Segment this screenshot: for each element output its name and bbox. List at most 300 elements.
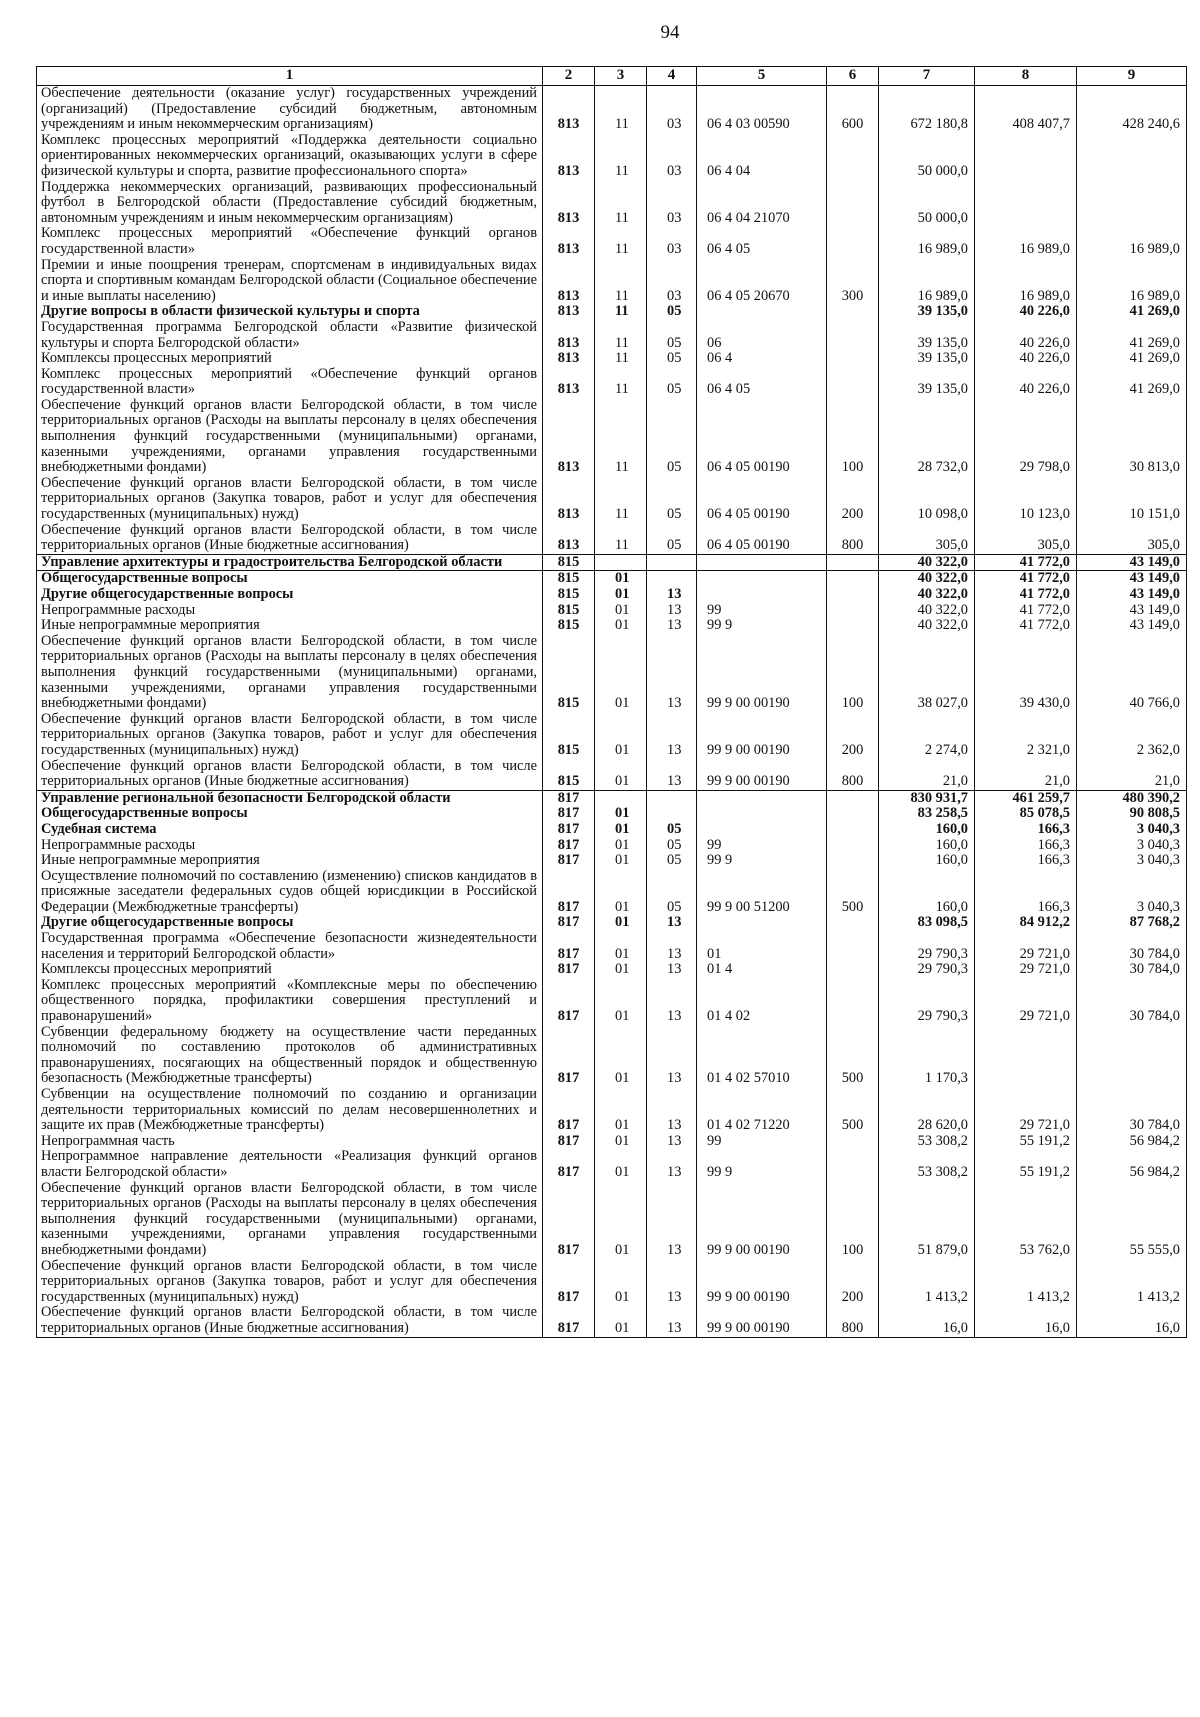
- amount-year-3: 55 555,0: [1077, 1181, 1187, 1259]
- department-code: 817: [543, 931, 595, 962]
- table-row: [37, 618, 1187, 634]
- section-code: [595, 790, 647, 806]
- amount-year-1: 40 322,0: [879, 587, 975, 603]
- amount-year-1: 10 098,0: [879, 476, 975, 523]
- section-code: 01: [595, 853, 647, 869]
- expense-type-code: [827, 1149, 879, 1180]
- amount-year-3: 3 040,3: [1077, 822, 1187, 838]
- section-code: 01: [595, 634, 647, 712]
- department-code: 813: [543, 476, 595, 523]
- table-row: [37, 133, 1187, 180]
- table-row: [37, 1149, 1187, 1180]
- department-code: 815: [543, 634, 595, 712]
- table-row: [37, 86, 1187, 133]
- amount-year-3: 16,0: [1077, 1305, 1187, 1337]
- row-name: Обеспечение функций органов власти Белгородской области, в том числе территориальных органов (Расходы на выплаты персоналу в целях обеспечения выполнения функций государственными (муниципальными) органами, казенными учреждениями, органами управления государственными внебюджетными фондами): [37, 398, 543, 476]
- subsection-code: 05: [647, 838, 697, 854]
- row-name: Обеспечение деятельности (оказание услуг) государственных учреждений (организаций) (Предоставление субсидий бюджетным, автономным учреждениям и иным некоммерческим организациям): [37, 86, 543, 133]
- expense-type-code: [827, 351, 879, 367]
- amount-year-2: 84 912,2: [975, 915, 1077, 931]
- amount-year-2: 55 191,2: [975, 1134, 1077, 1150]
- amount-year-3: [1077, 133, 1187, 180]
- amount-year-3: 41 269,0: [1077, 320, 1187, 351]
- subsection-code: 03: [647, 180, 697, 227]
- subsection-code: 13: [647, 1025, 697, 1087]
- row-name: Непрограммное направление деятельности «Реализация функций органов власти Белгородской области»: [37, 1149, 543, 1180]
- section-code: 11: [595, 258, 647, 305]
- amount-year-2: 85 078,5: [975, 806, 1077, 822]
- department-code: 813: [543, 226, 595, 257]
- section-code: 11: [595, 351, 647, 367]
- target-article-code: 06 4 04 21070: [697, 180, 827, 227]
- target-article-code: [697, 790, 827, 806]
- target-article-code: 99 9: [697, 618, 827, 634]
- target-article-code: 99 9: [697, 853, 827, 869]
- subsection-code: 03: [647, 226, 697, 257]
- department-code: 817: [543, 806, 595, 822]
- subsection-code: 13: [647, 712, 697, 759]
- amount-year-2: 408 407,7: [975, 86, 1077, 133]
- section-code: 01: [595, 1025, 647, 1087]
- amount-year-2: 21,0: [975, 759, 1077, 791]
- row-name: Комплекс процессных мероприятий «Обеспечение функций органов государственной власти»: [37, 226, 543, 257]
- expense-type-code: [827, 915, 879, 931]
- table-row: [37, 915, 1187, 931]
- row-name: Другие вопросы в области физической культуры и спорта: [37, 304, 543, 320]
- row-name: Премии и иные поощрения тренерам, спортсменам в индивидуальных видах спорта и спортивным командам Белгородской области (Социальное обеспечение и иные выплаты населению): [37, 258, 543, 305]
- department-code: 815: [543, 618, 595, 634]
- expense-type-code: 100: [827, 1181, 879, 1259]
- amount-year-1: 672 180,8: [879, 86, 975, 133]
- amount-year-3: 2 362,0: [1077, 712, 1187, 759]
- amount-year-2: 53 762,0: [975, 1181, 1077, 1259]
- target-article-code: [697, 304, 827, 320]
- target-article-code: [697, 571, 827, 587]
- amount-year-2: 166,3: [975, 838, 1077, 854]
- subsection-code: 13: [647, 915, 697, 931]
- expense-type-code: 800: [827, 759, 879, 791]
- expense-type-code: [827, 618, 879, 634]
- target-article-code: [697, 822, 827, 838]
- row-name: Комплексы процессных мероприятий: [37, 351, 543, 367]
- amount-year-2: 16 989,0: [975, 258, 1077, 305]
- amount-year-3: 43 149,0: [1077, 618, 1187, 634]
- amount-year-2: 41 772,0: [975, 587, 1077, 603]
- amount-year-3: 41 269,0: [1077, 304, 1187, 320]
- target-article-code: 06 4 05 00190: [697, 523, 827, 555]
- expense-type-code: 500: [827, 869, 879, 916]
- amount-year-2: [975, 133, 1077, 180]
- section-code: 01: [595, 822, 647, 838]
- subsection-code: [647, 790, 697, 806]
- row-name: Субвенции федеральному бюджету на осуществление части переданных полномочий по составлению протоколов об административных правонарушениях, посягающих на общественный порядок и общественную безопасность (Межбюджетные трансферты): [37, 1025, 543, 1087]
- amount-year-3: 305,0: [1077, 523, 1187, 555]
- target-article-code: 99 9 00 00190: [697, 634, 827, 712]
- amount-year-1: 160,0: [879, 822, 975, 838]
- amount-year-2: 29 721,0: [975, 962, 1077, 978]
- amount-year-2: 40 226,0: [975, 320, 1077, 351]
- row-name: Осуществление полномочий по составлению (изменению) списков кандидатов в присяжные заседатели федеральных судов общей юрисдикции в Российской Федерации (Межбюджетные трансферты): [37, 869, 543, 916]
- column-header: 2: [543, 67, 595, 86]
- subsection-code: 03: [647, 258, 697, 305]
- column-header: 7: [879, 67, 975, 86]
- section-code: 01: [595, 869, 647, 916]
- amount-year-1: 830 931,7: [879, 790, 975, 806]
- amount-year-1: 53 308,2: [879, 1149, 975, 1180]
- subsection-code: 13: [647, 962, 697, 978]
- amount-year-2: 10 123,0: [975, 476, 1077, 523]
- amount-year-3: 41 269,0: [1077, 367, 1187, 398]
- table-row: [37, 367, 1187, 398]
- subsection-code: 05: [647, 523, 697, 555]
- section-code: 11: [595, 180, 647, 227]
- department-code: 817: [543, 790, 595, 806]
- department-code: 817: [543, 1134, 595, 1150]
- expense-type-code: 100: [827, 398, 879, 476]
- target-article-code: [697, 915, 827, 931]
- table-row: [37, 587, 1187, 603]
- column-header: 1: [37, 67, 543, 86]
- target-article-code: 99 9 00 00190: [697, 759, 827, 791]
- section-code: 01: [595, 1259, 647, 1306]
- section-code: 11: [595, 398, 647, 476]
- expense-type-code: [827, 133, 879, 180]
- department-code: 813: [543, 180, 595, 227]
- amount-year-3: 40 766,0: [1077, 634, 1187, 712]
- amount-year-1: 21,0: [879, 759, 975, 791]
- department-code: 817: [543, 1181, 595, 1259]
- section-code: 01: [595, 1149, 647, 1180]
- amount-year-1: 50 000,0: [879, 180, 975, 227]
- amount-year-3: 16 989,0: [1077, 226, 1187, 257]
- table-row: [37, 180, 1187, 227]
- amount-year-1: 28 620,0: [879, 1087, 975, 1134]
- section-code: 01: [595, 1087, 647, 1134]
- section-code: 01: [595, 571, 647, 587]
- column-header: 5: [697, 67, 827, 86]
- department-code: 817: [543, 978, 595, 1025]
- amount-year-2: 41 772,0: [975, 618, 1077, 634]
- subsection-code: 13: [647, 1087, 697, 1134]
- table-row: [37, 931, 1187, 962]
- amount-year-3: 3 040,3: [1077, 869, 1187, 916]
- table-row: [37, 1134, 1187, 1150]
- subsection-code: 13: [647, 1134, 697, 1150]
- amount-year-1: 40 322,0: [879, 618, 975, 634]
- expense-type-code: [827, 1134, 879, 1150]
- department-code: 813: [543, 523, 595, 555]
- row-name: Комплекс процессных мероприятий «Обеспечение функций органов государственной власти»: [37, 367, 543, 398]
- table-row: [37, 1259, 1187, 1306]
- table-row: [37, 790, 1187, 806]
- amount-year-3: [1077, 180, 1187, 227]
- department-code: 817: [543, 869, 595, 916]
- amount-year-1: 50 000,0: [879, 133, 975, 180]
- subsection-code: 13: [647, 603, 697, 619]
- row-name: Непрограммные расходы: [37, 603, 543, 619]
- row-name: Управление архитектуры и градостроительства Белгородской области: [37, 554, 543, 571]
- expense-type-code: [827, 304, 879, 320]
- department-code: 817: [543, 838, 595, 854]
- expense-type-code: 100: [827, 634, 879, 712]
- amount-year-2: 29 798,0: [975, 398, 1077, 476]
- amount-year-2: [975, 1025, 1077, 1087]
- amount-year-1: 51 879,0: [879, 1181, 975, 1259]
- amount-year-3: 30 813,0: [1077, 398, 1187, 476]
- section-code: 01: [595, 915, 647, 931]
- target-article-code: 99: [697, 838, 827, 854]
- target-article-code: 06 4 05: [697, 226, 827, 257]
- target-article-code: 99 9: [697, 1149, 827, 1180]
- amount-year-1: 40 322,0: [879, 571, 975, 587]
- amount-year-3: 3 040,3: [1077, 838, 1187, 854]
- section-code: 11: [595, 476, 647, 523]
- expense-type-code: [827, 587, 879, 603]
- expense-type-code: 300: [827, 258, 879, 305]
- section-code: 11: [595, 304, 647, 320]
- subsection-code: 05: [647, 304, 697, 320]
- expense-type-code: 200: [827, 712, 879, 759]
- department-code: 817: [543, 1149, 595, 1180]
- amount-year-3: [1077, 1025, 1187, 1087]
- target-article-code: 01: [697, 931, 827, 962]
- department-code: 817: [543, 1025, 595, 1087]
- amount-year-1: 83 098,5: [879, 915, 975, 931]
- amount-year-2: 166,3: [975, 853, 1077, 869]
- department-code: 817: [543, 1259, 595, 1306]
- target-article-code: 06 4 05: [697, 367, 827, 398]
- table-row: [37, 304, 1187, 320]
- table-row: [37, 869, 1187, 916]
- section-code: 01: [595, 1134, 647, 1150]
- target-article-code: [697, 806, 827, 822]
- table-row: [37, 634, 1187, 712]
- amount-year-2: 55 191,2: [975, 1149, 1077, 1180]
- row-name: Непрограммные расходы: [37, 838, 543, 854]
- row-name: Судебная система: [37, 822, 543, 838]
- section-code: 11: [595, 367, 647, 398]
- target-article-code: 01 4 02 57010: [697, 1025, 827, 1087]
- amount-year-1: 160,0: [879, 853, 975, 869]
- subsection-code: 05: [647, 853, 697, 869]
- target-article-code: 99 9 00 00190: [697, 712, 827, 759]
- expense-type-code: [827, 931, 879, 962]
- amount-year-1: 38 027,0: [879, 634, 975, 712]
- subsection-code: 13: [647, 634, 697, 712]
- subsection-code: 13: [647, 931, 697, 962]
- amount-year-1: 16 989,0: [879, 226, 975, 257]
- amount-year-1: 53 308,2: [879, 1134, 975, 1150]
- subsection-code: 13: [647, 1149, 697, 1180]
- section-code: 01: [595, 978, 647, 1025]
- row-name: Комплекс процессных мероприятий «Комплексные меры по обеспечению общественного порядка, профилактики совершения преступлений и правонарушений»: [37, 978, 543, 1025]
- expense-type-code: [827, 806, 879, 822]
- amount-year-3: 43 149,0: [1077, 587, 1187, 603]
- row-name: Государственная программа Белгородской области «Развитие физической культуры и спорта Белгородской области»: [37, 320, 543, 351]
- section-code: 01: [595, 618, 647, 634]
- expense-type-code: [827, 554, 879, 571]
- column-header: 6: [827, 67, 879, 86]
- section-code: [595, 554, 647, 571]
- amount-year-3: 87 768,2: [1077, 915, 1187, 931]
- amount-year-3: 428 240,6: [1077, 86, 1187, 133]
- department-code: 817: [543, 822, 595, 838]
- amount-year-1: 39 135,0: [879, 367, 975, 398]
- amount-year-2: 40 226,0: [975, 351, 1077, 367]
- amount-year-1: 40 322,0: [879, 603, 975, 619]
- department-code: 815: [543, 712, 595, 759]
- amount-year-2: 39 430,0: [975, 634, 1077, 712]
- table-row: [37, 759, 1187, 791]
- table-row: [37, 822, 1187, 838]
- target-article-code: 01 4: [697, 962, 827, 978]
- table-row: [37, 226, 1187, 257]
- table-row: [37, 398, 1187, 476]
- amount-year-2: 41 772,0: [975, 571, 1077, 587]
- target-article-code: 06: [697, 320, 827, 351]
- table-row: [37, 554, 1187, 571]
- expense-type-code: [827, 838, 879, 854]
- subsection-code: 13: [647, 587, 697, 603]
- expense-type-code: [827, 790, 879, 806]
- expense-type-code: [827, 571, 879, 587]
- amount-year-1: 39 135,0: [879, 351, 975, 367]
- amount-year-2: 29 721,0: [975, 978, 1077, 1025]
- amount-year-2: 29 721,0: [975, 1087, 1077, 1134]
- table-row: [37, 320, 1187, 351]
- section-code: 01: [595, 759, 647, 791]
- header-row: [37, 67, 1187, 86]
- expense-type-code: [827, 367, 879, 398]
- target-article-code: 06 4 03 00590: [697, 86, 827, 133]
- amount-year-3: 56 984,2: [1077, 1134, 1187, 1150]
- page-number: 94: [660, 22, 680, 43]
- subsection-code: 13: [647, 1259, 697, 1306]
- table-row: [37, 1025, 1187, 1087]
- row-name: Субвенции на осуществление полномочий по созданию и организации деятельности территориальных комиссий по делам несовершеннолетних и защите их прав (Межбюджетные трансферты): [37, 1087, 543, 1134]
- subsection-code: 13: [647, 759, 697, 791]
- table-row: [37, 351, 1187, 367]
- subsection-code: 13: [647, 1181, 697, 1259]
- section-code: 01: [595, 1181, 647, 1259]
- expense-type-code: [827, 320, 879, 351]
- department-code: 813: [543, 320, 595, 351]
- amount-year-2: [975, 180, 1077, 227]
- section-code: 01: [595, 806, 647, 822]
- amount-year-1: 1 413,2: [879, 1259, 975, 1306]
- row-name: Непрограммная часть: [37, 1134, 543, 1150]
- expense-type-code: 200: [827, 476, 879, 523]
- target-article-code: 01 4 02: [697, 978, 827, 1025]
- subsection-code: 05: [647, 351, 697, 367]
- amount-year-2: 41 772,0: [975, 554, 1077, 571]
- amount-year-3: 3 040,3: [1077, 853, 1187, 869]
- subsection-code: 13: [647, 978, 697, 1025]
- amount-year-3: 21,0: [1077, 759, 1187, 791]
- amount-year-3: 56 984,2: [1077, 1149, 1187, 1180]
- amount-year-2: 29 721,0: [975, 931, 1077, 962]
- row-name: Обеспечение функций органов власти Белгородской области, в том числе территориальных органов (Закупка товаров, работ и услуг для обеспечения государственных (муниципальных) нужд): [37, 1259, 543, 1306]
- row-name: Общегосударственные вопросы: [37, 571, 543, 587]
- expense-type-code: 600: [827, 86, 879, 133]
- amount-year-1: 29 790,3: [879, 931, 975, 962]
- target-article-code: [697, 587, 827, 603]
- expense-type-code: [827, 962, 879, 978]
- column-header: 9: [1077, 67, 1187, 86]
- expense-type-code: [827, 853, 879, 869]
- amount-year-1: 305,0: [879, 523, 975, 555]
- target-article-code: 99: [697, 1134, 827, 1150]
- subsection-code: 05: [647, 869, 697, 916]
- amount-year-2: 305,0: [975, 523, 1077, 555]
- amount-year-3: 43 149,0: [1077, 554, 1187, 571]
- amount-year-2: 2 321,0: [975, 712, 1077, 759]
- amount-year-2: 461 259,7: [975, 790, 1077, 806]
- department-code: 813: [543, 258, 595, 305]
- column-header: 4: [647, 67, 697, 86]
- section-code: 11: [595, 226, 647, 257]
- amount-year-1: 16 989,0: [879, 258, 975, 305]
- table-row: [37, 258, 1187, 305]
- row-name: Обеспечение функций органов власти Белгородской области, в том числе территориальных органов (Иные бюджетные ассигнования): [37, 759, 543, 791]
- row-name: Обеспечение функций органов власти Белгородской области, в том числе территориальных органов (Расходы на выплаты персоналу в целях обеспечения выполнения функций государственными (муниципальными) органами, казенными учреждениями, органами управления государственными внебюджетными фондами): [37, 1181, 543, 1259]
- target-article-code: 99 9 00 00190: [697, 1181, 827, 1259]
- amount-year-2: 16,0: [975, 1305, 1077, 1337]
- amount-year-3: 480 390,2: [1077, 790, 1187, 806]
- table-row: [37, 571, 1187, 587]
- department-code: 813: [543, 133, 595, 180]
- subsection-code: 13: [647, 618, 697, 634]
- expense-type-code: [827, 822, 879, 838]
- expense-type-code: [827, 603, 879, 619]
- table-row: [37, 806, 1187, 822]
- target-article-code: 06 4 05 00190: [697, 398, 827, 476]
- subsection-code: 03: [647, 133, 697, 180]
- department-code: 813: [543, 367, 595, 398]
- amount-year-1: 2 274,0: [879, 712, 975, 759]
- target-article-code: 06 4 04: [697, 133, 827, 180]
- row-name: Общегосударственные вопросы: [37, 806, 543, 822]
- department-code: 813: [543, 351, 595, 367]
- amount-year-2: 16 989,0: [975, 226, 1077, 257]
- section-code: 01: [595, 931, 647, 962]
- section-code: 01: [595, 712, 647, 759]
- row-name: Обеспечение функций органов власти Белгородской области, в том числе территориальных органов (Иные бюджетные ассигнования): [37, 1305, 543, 1337]
- amount-year-1: 16,0: [879, 1305, 975, 1337]
- department-code: 817: [543, 1087, 595, 1134]
- table-row: [37, 603, 1187, 619]
- section-code: 01: [595, 838, 647, 854]
- amount-year-3: 90 808,5: [1077, 806, 1187, 822]
- column-header: 8: [975, 67, 1077, 86]
- amount-year-1: 28 732,0: [879, 398, 975, 476]
- expense-type-code: 800: [827, 1305, 879, 1337]
- amount-year-3: 1 413,2: [1077, 1259, 1187, 1306]
- subsection-code: 13: [647, 1305, 697, 1337]
- amount-year-2: 40 226,0: [975, 367, 1077, 398]
- section-code: 01: [595, 1305, 647, 1337]
- department-code: 815: [543, 603, 595, 619]
- amount-year-3: 30 784,0: [1077, 1087, 1187, 1134]
- table-row: [37, 1181, 1187, 1259]
- amount-year-1: 29 790,3: [879, 978, 975, 1025]
- table-row: [37, 853, 1187, 869]
- target-article-code: 99 9 00 00190: [697, 1305, 827, 1337]
- target-article-code: 99 9 00 00190: [697, 1259, 827, 1306]
- section-code: 01: [595, 603, 647, 619]
- amount-year-3: 30 784,0: [1077, 962, 1187, 978]
- row-name: Обеспечение функций органов власти Белгородской области, в том числе территориальных органов (Иные бюджетные ассигнования): [37, 523, 543, 555]
